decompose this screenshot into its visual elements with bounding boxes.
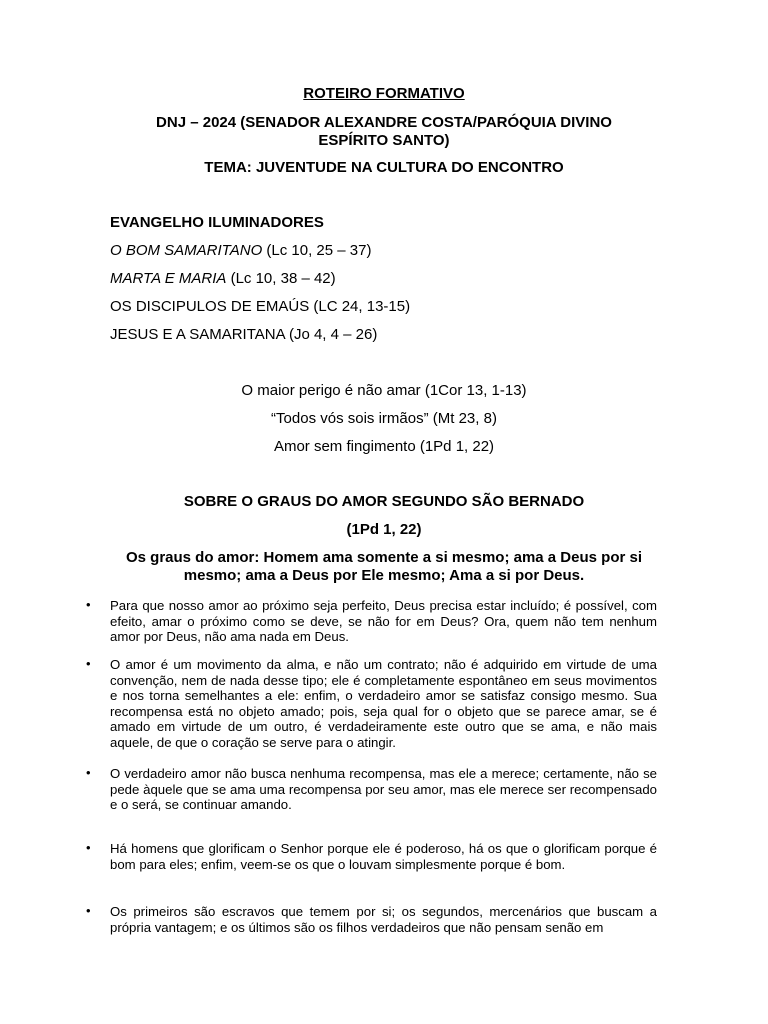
- bullet-paragraph: O amor é um movimento da alma, e não um contrato; não é adquirido em virtude de uma convenção, nem de nada desse tipo; ele é completamente espontâneo em seus movimentos e nos torna semelhantes a ele: enfim, o verdadeiro amor se satisfaz consigo mesmo. Sua recompensa está no objeto amado; pois, seja qual for o objeto que se parece amar, se é amado em virtude de um outro, é verdadeiramente este outro que se ama, e não mais aquele, de que o coração se serve para o atingir.: [110, 657, 657, 750]
- bullet-paragraph: Para que nosso amor ao próximo seja perfeito, Deus precisa estar incluído; é possível, com efeito, amar o próximo como se deve, se não for em Deus? Ora, quem não tem nenhum amor por Deus, não ama nada em Deus.: [110, 598, 657, 645]
- bullet-paragraph: Há homens que glorificam o Senhor porque ele é poderoso, há os que o glorificam porque é bom para eles; enfim, veem-se os que o louvam simplesmente porque é bom.: [110, 841, 657, 872]
- bullet-icon: •: [86, 840, 91, 855]
- graus-do-amor: Os graus do amor: Homem ama somente a si mesmo; ama a Deus por si mesmo; ama a Deus por Ele mesmo; Ama a si por Deus.: [125, 549, 642, 584]
- bullet-icon: •: [86, 656, 91, 671]
- evangelho-title: O BOM SAMARITANO: [110, 242, 263, 259]
- bullet-paragraph: O verdadeiro amor não busca nenhuma recompensa, mas ele a merece; certamente, não se pede àquele que se ama uma recompensa por seu amor, mas ele merece ser recompensado e o será, se continuar amando.: [110, 766, 657, 813]
- document-subtitle: DNJ – 2024 (SENADOR ALEXANDRE COSTA/PARÓQUIA DIVINO ESPÍRITO SANTO): [156, 114, 612, 149]
- evangelho-ref: (Lc 10, 38 – 42): [226, 270, 336, 287]
- bullet-icon: •: [86, 765, 91, 780]
- document-title: ROTEIRO FORMATIVO: [303, 85, 465, 102]
- evangelho-item: [110, 298, 410, 315]
- section-heading: SOBRE O GRAUS DO AMOR SEGUNDO SÃO BERNADO: [183, 493, 585, 510]
- document-theme: TEMA: JUVENTUDE NA CULTURA DO ENCONTRO: [204, 159, 564, 176]
- bullet-icon: •: [86, 597, 91, 612]
- evangelho-item: [110, 242, 371, 259]
- evangelho-item: [110, 326, 377, 343]
- evangelho-title: MARTA E MARIA: [110, 270, 227, 287]
- evangelho-title: JESUS E A SAMARITANA (Jo 4, 4 – 26): [110, 326, 378, 343]
- evangelhos-heading: EVANGELHO ILUMINADORES: [110, 214, 324, 231]
- bullet-paragraph: Os primeiros são escravos que temem por si; os segundos, mercenários que buscam a própria vantagem; e os últimos são os filhos verdadeiros que não pensam senão em: [110, 904, 657, 935]
- quote-line: O maior perigo é não amar (1Cor 13, 1-13): [241, 382, 527, 399]
- bullet-icon: •: [86, 903, 91, 918]
- evangelho-ref: (Lc 10, 25 – 37): [262, 242, 372, 259]
- evangelho-item: [110, 270, 336, 287]
- section-ref: (1Pd 1, 22): [346, 521, 422, 538]
- quote-line: Amor sem fingimento (1Pd 1, 22): [273, 438, 495, 455]
- quote-line: “Todos vós sois irmãos” (Mt 23, 8): [271, 410, 497, 427]
- evangelho-title: OS DISCIPULOS DE EMAÚS (LC 24, 13-15): [110, 298, 411, 315]
